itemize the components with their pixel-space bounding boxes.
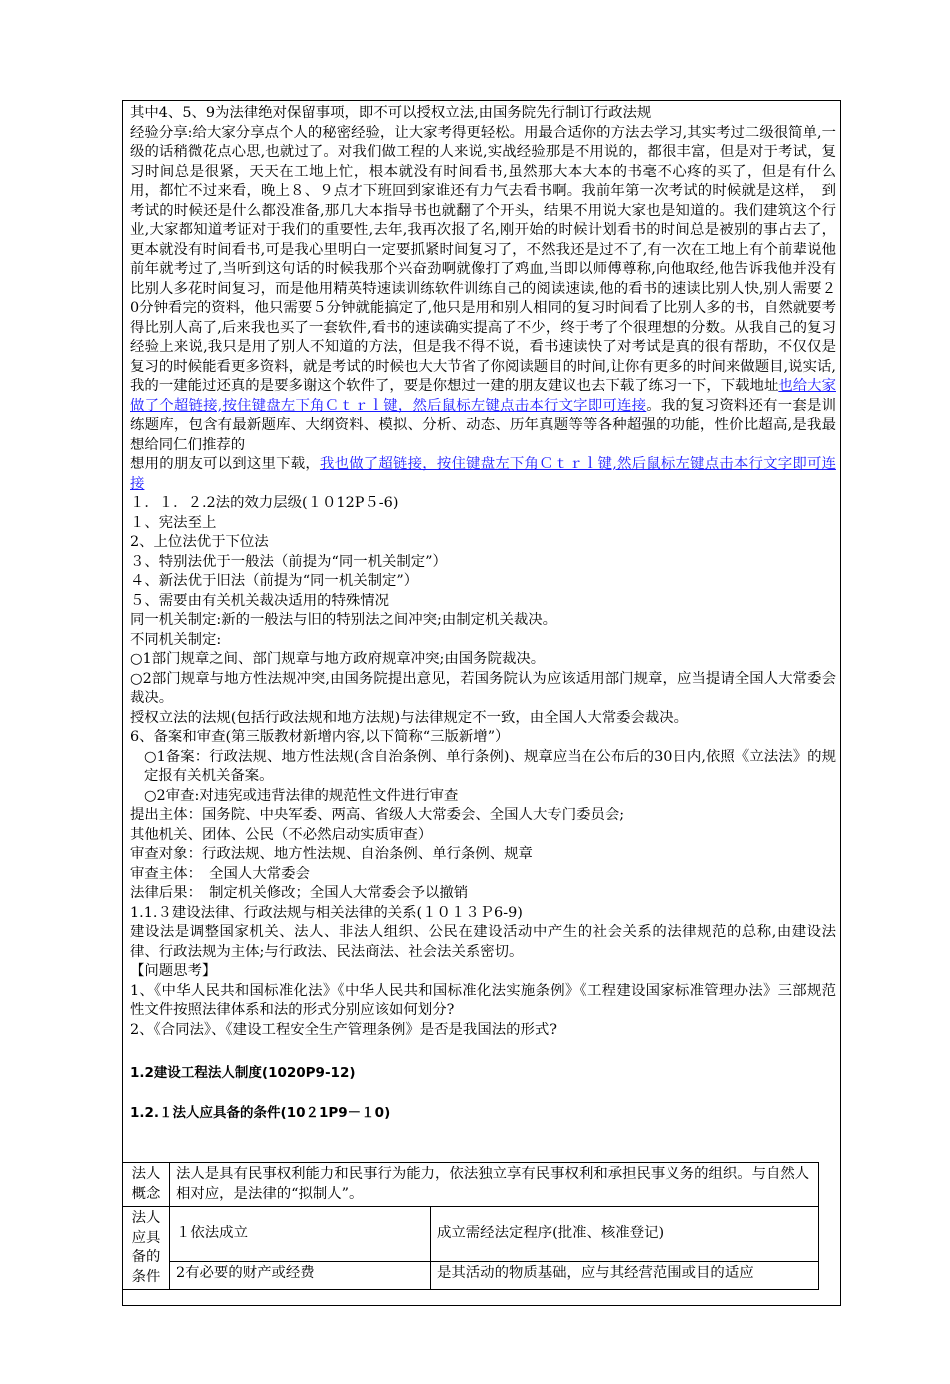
text-line: ５、需要由有关机关裁决适用的特殊情况	[130, 592, 390, 609]
text-line: ○1部门规章之间、部门规章与地方政府规章冲突;由国务院裁决。	[130, 651, 546, 667]
review-line: ○2审查:对违宪或违背法律的规范性文件进行审查	[144, 787, 459, 804]
text-line: １．１．２.2法的效力层级(１０12P５-6)	[130, 495, 399, 511]
condition-desc: 成立需经法定程序(批准、核准登记)	[431, 1207, 819, 1262]
section-heading: 1.2建设工程法人制度(1020P9-12)	[130, 1064, 356, 1081]
text-line: 1.1.３建设法律、行政法规与相关法律的关系(１０１３Ｐ6-9)	[130, 904, 523, 921]
text-line: ○2部门规章与地方性法规冲突,由国务院提出意见，若国务院认为应该适用部门规章，应当提请全国人大常委会裁决。	[130, 670, 836, 706]
intro-line: 其中4、5、9为法律绝对保留事项，即不可以授权立法,由国务院先行制订行政法规	[130, 105, 652, 121]
document-body	[130, 104, 836, 1124]
filing-line: ○1备案：行政法规、地方性法规(含自治条例、单行条例)、规章应当在公布后的30日内,依照《立法法》的规定报有关机关备案。	[144, 748, 836, 784]
experience-paragraph	[130, 124, 836, 456]
text-line: １、宪法至上	[130, 514, 217, 531]
text-line: 提出主体：国务院、中央军委、两高、省级人大常委会、全国人大专门委员会;	[130, 807, 625, 823]
text-line: 6、备案和审查(第三版教材新增内容,以下简称“三版新增”）	[130, 729, 510, 745]
text-line: 授权立法的法规(包括行政法规和地方法规)与法律规定不一致，由全国人大常委会裁决。	[130, 709, 689, 726]
table-row	[123, 1262, 819, 1290]
spacer	[130, 1083, 836, 1104]
text-line: 1、《中华人民共和国标准化法》《中华人民共和国标准化法实施条例》《工程建设国家标准管理办法》三部规范性文件按照法律体系和法的形式分别应该如何划分?	[130, 982, 836, 1018]
text-line: 同一机关制定:新的一般法与旧的特别法之间冲突;由制定机关裁决。	[130, 612, 558, 628]
condition-desc: 是其活动的物质基础，应与其经营范围或目的适应	[431, 1262, 819, 1290]
concept-text: 法人是具有民事权利能力和民事行为能力，依法独立享有民事权利和承担民事义务的组织。与自然人相对应，是法律的“拟制人”。	[170, 1163, 819, 1207]
table-row	[123, 1207, 819, 1262]
conditions-table	[122, 1162, 819, 1290]
download-link-1[interactable]: 也给大家做了个超链接,按住键盘左下角Ｃｔｒｌ键，然后鼠标左键点击本行文字即可连接	[130, 378, 836, 414]
text-line: ３、特别法优于一般法（前提为“同一机关制定”）	[130, 553, 447, 570]
text-line: 其他机关、团体、公民（不必然启动实质审查）	[130, 826, 433, 843]
condition-cell: 2有必要的财产或经费	[170, 1262, 431, 1290]
text-line: 【问题思考】	[130, 963, 217, 979]
experience-after: 。我的复习资料还有一套是训练题库，包含有最新题库、大纲资料、模拟、分析、动态、历年真题等等各种超强的功能，性价比超高,是我最想给同仁们推荐的	[130, 397, 836, 453]
condition-cell: １依法成立	[170, 1207, 431, 1262]
text-line: ４、新法优于旧法（前提为“同一机关制定”）	[130, 573, 419, 589]
subsection-heading: 1.2.１法人应具备的条件(10２1P9－１0)	[130, 1105, 391, 1121]
download-link-2[interactable]: 我也做了超链接，按住键盘左下角Ｃｔｒｌ键,然后鼠标左键点击本行文字即可连接	[130, 456, 836, 492]
text-line: 审查对象：行政法规、地方性法规、自治条例、单行条例、规章	[130, 846, 533, 862]
concept-head: 法人概念	[123, 1163, 170, 1207]
text-line: 不同机关制定:	[130, 631, 222, 648]
text-line: 法律后果： 制定机关修改；全国人大常委会予以撤销	[130, 885, 469, 901]
download-text: 想用的朋友可以到这里下载，	[130, 456, 320, 472]
experience-text: 经验分享:给大家分享点个人的秘密经验，让大家考得更轻松。用最合适你的方法去学习,其实考过二级很简单,一级的话稍微花点心思,也就过了。对我们做工程的人来说,实战经验那是不用说的，都很丰富，但是对于考试，复习时间总是很紧，天天在工地上忙，根本就没有时间看书,虽然那大本大本的书毫不心疼的买了，但是有什么用，都忙不过来看，晚上８、９点才下班回到家谁还有力气去看书啊。我前年第一次考试的时候就是这样， 到考试的时候还是什么都没准备,那几大本指导书也就翻了个开头，结果不用说大家也是知道的。我们建筑这个行业,大家都知道考证对于我们的重要性,去年,我再次报了名,刚开始的时候计划看书的时间总是被别的事占去了，更本就没有时间看书,可是我心里明白一定要抓紧时间复习了，不然我还是过不了,有一次在工地上有个前辈说他前年就考过了,当听到这句话的时候我那个兴奋劲啊就像打了鸡血,当即以师傅尊称,向他取经,他告诉我他并没有比别人多花时间复习，而是他用精英特速读训练软件训练自己的阅读速读,他的看书的速读比别人快,别人需要２0分钟看完的资料，他只需要５分钟就能搞定了,他只是用和别人相同的复习时间看了比别人多的书，自然就要考得比别人高了,后来我也买了一套软件,看书的速读确实提高了不少，终于考了个很理想的分数。从我自己的复习经验上来说,我只是用了别人不知道的方法，但是我不得不说，看书速读快了对考试是真的很有帮助，不仅仅是复习的时候能看更多资料，就是考试的时候也大大节省了你阅读题目的时间,让你有更多的时间来做题目,说实话,我的一建能过还真的是要多谢这个软件了，要是你想过一建的朋友建议也去下载了练习一下，下载地址	[130, 124, 836, 394]
text-line: 审查主体： 全国人大常委会	[130, 865, 310, 882]
text-line: 2、《合同法》、《建设工程安全生产管理条例》是否是我国法的形式?	[130, 1021, 557, 1038]
conditions-head: 法人应具备的条件	[123, 1207, 170, 1290]
text-line: 2、上位法优于下位法	[130, 534, 269, 550]
download-paragraph	[130, 455, 836, 494]
table-row	[123, 1163, 819, 1207]
spacer	[130, 1040, 836, 1060]
text-line: 建设法是调整国家机关、法人、非法人组织、公民在建设活动中产生的社会关系的法律规范的总称,由建设法律、行政法规为主体;与行政法、民法商法、社会法关系密切。	[130, 924, 836, 960]
